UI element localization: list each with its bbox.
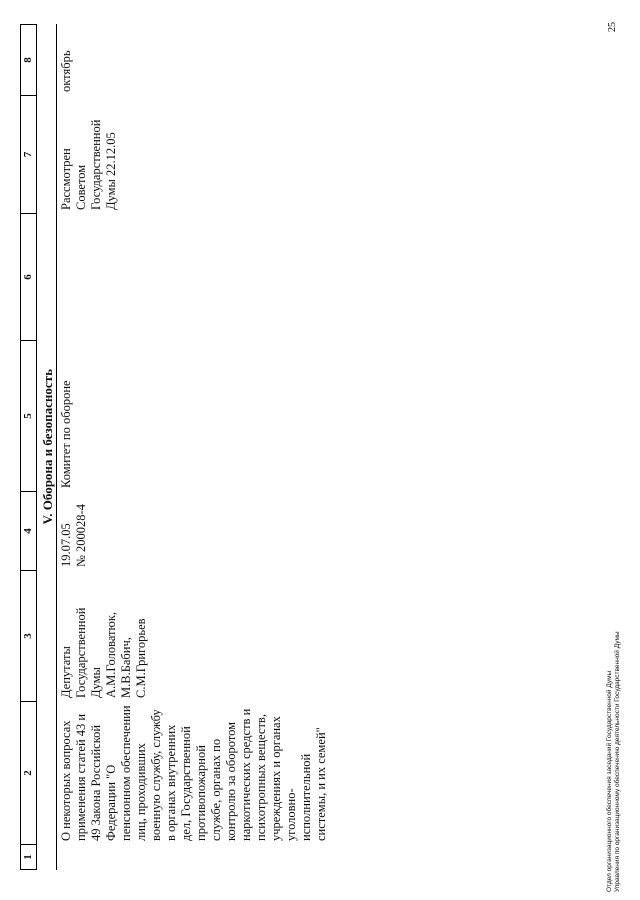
column-header-5: 5: [21, 341, 37, 492]
column-header-3: 3: [21, 571, 37, 702]
bill-title-cell: О некоторых вопросах применения статей 43 и 49 Закона Российской Федерации "О пенсионном обеспечении лиц, проходивших военную службу, службу в органах внутренних дел, Государственной противопожарной службе, органах по контролю за оборотом наркотических средств и психотропных веществ, учреждениях и органах уголовно- исполнительной системы, и их семей": [59, 705, 328, 841]
initiators-cell: Депутаты Государственной Думы А.М.Головатюк, М.В.Бабич, С.М.Григорьев: [59, 607, 148, 698]
footer: [606, 631, 622, 892]
column-header-4: 4: [21, 492, 37, 571]
bills-table: [20, 24, 329, 870]
section-row: [37, 25, 57, 870]
column-header-2: 2: [21, 702, 37, 845]
column-number-row: [21, 25, 37, 870]
table-row: [57, 25, 330, 870]
registration-cell: 19.07.05 № 200028-4: [59, 504, 88, 567]
schedule-cell: октябрь: [59, 50, 73, 92]
status-cell: Рассмотрен Советом Государственной Думы 22.12.05: [59, 119, 118, 210]
column-header-1: 1: [21, 845, 37, 870]
column-6-cell: [57, 214, 330, 341]
column-header-7: 7: [21, 96, 37, 214]
column-header-8: 8: [21, 25, 37, 96]
committee-cell: Комитет по обороне: [59, 380, 73, 488]
page-number: 25: [607, 22, 618, 32]
footer-line-1: Отдел организационного обеспечения заседаний Государственной Думы: [606, 670, 613, 892]
section-title: V. Оборона и безопасность: [37, 25, 57, 870]
row-number-cell: [57, 845, 330, 870]
footer-line-2: Управления по организационному обеспечению деятельности Государственной Думы: [614, 631, 621, 892]
column-header-6: 6: [21, 214, 37, 341]
